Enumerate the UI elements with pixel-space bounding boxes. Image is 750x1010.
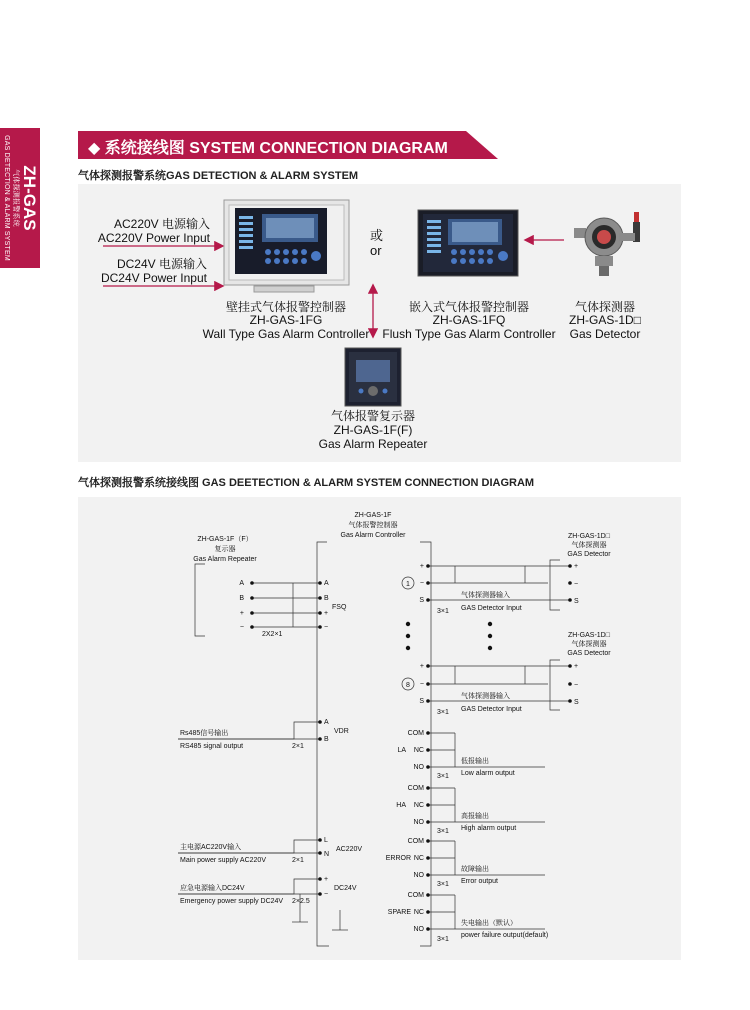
spare-label: SPARE [387, 909, 411, 916]
ac-term-n: N [324, 851, 330, 858]
det1-term-s: S [574, 598, 579, 605]
dc-term-plus: + [324, 876, 329, 883]
ch1-cable: 3×1 [437, 608, 449, 615]
fsq-term-b: B [324, 595, 329, 602]
err-nc: NC [413, 855, 424, 862]
ch8-input-en: GAS Detector Input [461, 706, 522, 713]
spare-no: NO [413, 926, 424, 933]
wall-controller-en: Wall Type Gas Alarm Controller [202, 327, 370, 341]
brand-line-cn: 气体探测报警系统 [12, 169, 19, 227]
brand-line-en: GAS DETECTION & ALARM SYSTEM [3, 135, 10, 261]
high-cn: 高报输出 [461, 813, 489, 820]
brand-name: ZH-GAS [20, 165, 39, 231]
ch8-input-cn: 气体探测器输入 [461, 693, 510, 700]
det8-cn: 气体探测器 [571, 641, 607, 648]
repeater-cn: 气体报警复示器 [330, 409, 415, 423]
rep-term-b: B [239, 595, 244, 602]
det8-en: GAS Detector [567, 650, 611, 657]
ac-term-l: L [324, 837, 328, 844]
repeater-bracket [195, 564, 205, 636]
det1-term-plus: + [574, 563, 579, 570]
section-title-system: 气体探测报警系统GAS DETECTION & ALARM SYSTEM [78, 170, 359, 182]
det8-model: ZH-GAS-1D□ [568, 632, 610, 639]
ch1-input-en: GAS Detector Input [461, 605, 522, 612]
rep-term-plus: + [239, 610, 244, 617]
fsq-term-a: A [324, 580, 329, 587]
low-en: Low alarm output [461, 770, 515, 777]
det8-term-minus: − [574, 682, 579, 689]
main-cn: 主电源AC220V输入 [180, 844, 242, 851]
la-no: NO [413, 764, 424, 771]
err-label: ERROR [385, 855, 411, 862]
or-cn: 或 [370, 228, 384, 243]
err-no: NO [413, 872, 424, 879]
wall-controller-model: ZH-GAS-1FG [249, 313, 323, 327]
ctrl-model: ZH-GAS-1F [354, 512, 392, 519]
ha-cable: 3×1 [437, 828, 449, 835]
vdr-cable: 2×1 [292, 743, 304, 750]
ac-input-cn: AC220V 电源输入 [113, 217, 210, 231]
la-com: COM [407, 730, 424, 737]
rs485-cn: Rs485信号输出 [180, 730, 229, 737]
rep-cn: 复示器 [214, 546, 236, 553]
la-cable: 3×1 [437, 773, 449, 780]
ctrl-cn: 气体报警控制器 [348, 522, 398, 529]
detector-cn: 气体探测器 [574, 300, 635, 314]
ac-label: AC220V [336, 846, 363, 853]
ctrl-en: Gas Alarm Controller [340, 532, 406, 539]
ch8-term-plus: + [419, 663, 424, 670]
spare-cable: 3×1 [437, 936, 449, 943]
vdr-label: VDR [334, 728, 349, 735]
rep-model: ZH-GAS-1F（F） [197, 536, 253, 543]
spare-nc: NC [413, 909, 424, 916]
dc-term-minus: − [324, 891, 329, 898]
ac-input-en: AC220V Power Input [97, 231, 210, 245]
dc-label: DC24V [334, 885, 357, 892]
ha-label: HA [396, 802, 406, 809]
spare-com: COM [407, 892, 424, 899]
fsq-label: FSQ [332, 604, 347, 611]
fsq-term-minus: − [324, 624, 329, 631]
fsq-term-plus: + [324, 610, 329, 617]
pf-cn: 失电输出（默认） [461, 920, 517, 927]
det1-model: ZH-GAS-1D□ [568, 533, 610, 540]
det1-cn: 气体探测器 [571, 542, 607, 549]
det1-term-minus: − [574, 581, 579, 588]
ch1-term-plus: + [419, 563, 424, 570]
banner-title: ◆ 系统接线图 SYSTEM CONNECTION DIAGRAM [88, 140, 448, 157]
rep-term-minus: − [239, 624, 244, 631]
flush-controller-cn: 嵌入式气体报警控制器 [408, 300, 529, 314]
detector-en: Gas Detector [569, 327, 641, 341]
dc-input-en: DC24V Power Input [100, 271, 207, 285]
det1-en: GAS Detector [567, 551, 611, 558]
ch1-number: 1 [406, 581, 410, 588]
err-cn: 故障输出 [461, 866, 489, 873]
ch8-number: 8 [406, 682, 410, 689]
rep-term-a: A [239, 580, 244, 587]
rs485-en: RS485 signal output [180, 743, 244, 750]
la-nc: NC [413, 747, 424, 754]
flush-controller-en: Flush Type Gas Alarm Controller [382, 327, 556, 341]
rep-en: Gas Alarm Repeater [193, 556, 257, 563]
det8-term-s: S [574, 699, 579, 706]
or-en: or [370, 243, 382, 258]
controller-left-bracket [317, 542, 329, 946]
ch8-term-s: S [419, 698, 424, 705]
fsq-cable: 2X2×1 [262, 631, 283, 638]
main-en: Main power supply AC220V [180, 857, 266, 864]
high-en: High alarm output [461, 825, 517, 832]
vdr-term-b: B [324, 736, 329, 743]
repeater-en: Gas Alarm Repeater [318, 437, 428, 451]
det8-term-plus: + [574, 663, 579, 670]
flush-controller-model: ZH-GAS-1FQ [432, 313, 506, 327]
ch1-input-cn: 气体探测器输入 [461, 592, 510, 599]
dc-cable: 2×2.5 [292, 898, 310, 905]
la-label: LA [397, 747, 406, 754]
err-en: Error output [461, 878, 498, 885]
emerg-cn: 应急电源输入DC24V [180, 885, 245, 892]
ch8-term-minus: − [419, 681, 424, 688]
pf-en: power failure output(default) [461, 932, 549, 939]
emerg-en: Emergency power supply DC24V [180, 898, 284, 905]
detector-model: ZH-GAS-1D□ [569, 313, 641, 327]
section-title-wiring: 气体探测报警系统接线图 GAS DEETECTION & ALARM SYSTEM CONNECTION DIAGRAM [78, 477, 535, 489]
ch8-cable: 3×1 [437, 709, 449, 716]
vdr-term-a: A [324, 719, 329, 726]
ch1-term-s: S [419, 597, 424, 604]
wall-controller-cn: 壁挂式气体报警控制器 [225, 300, 346, 314]
ha-nc: NC [413, 802, 424, 809]
repeater-model: ZH-GAS-1F(F) [333, 423, 413, 437]
ac-cable: 2×1 [292, 857, 304, 864]
ch1-term-minus: − [419, 580, 424, 587]
dc-input-cn: DC24V 电源输入 [116, 257, 207, 271]
err-com: COM [407, 838, 424, 845]
err-cable: 3×1 [437, 881, 449, 888]
ha-no: NO [413, 819, 424, 826]
low-cn: 低报输出 [461, 758, 489, 765]
ha-com: COM [407, 785, 424, 792]
